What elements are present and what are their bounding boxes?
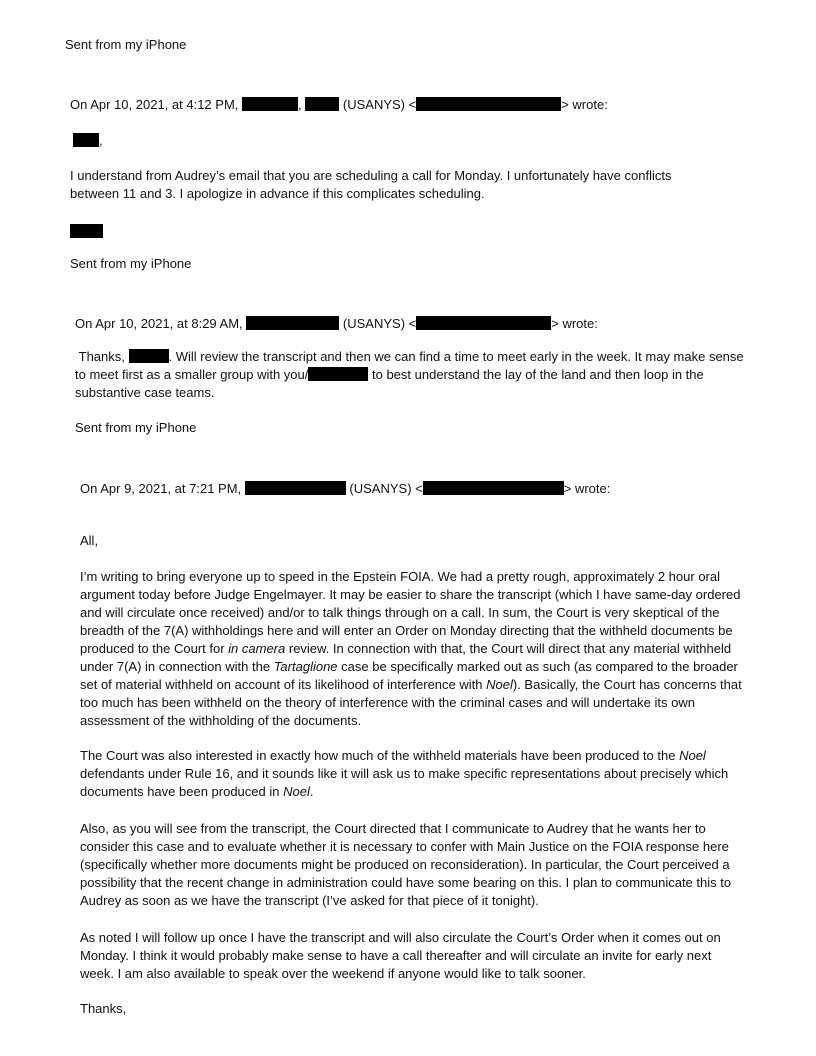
- header-separator: ,: [298, 97, 302, 112]
- email-body-paragraph: I understand from Audrey’s email that you are scheduling a call for Monday. I unfortunately have conflicts between 11 and 3. I apologize in advance if this complicates scheduling.: [70, 168, 672, 201]
- redaction-box: [305, 97, 339, 111]
- body-text: . Will review the transcript and then we can find a time to meet early in the week. It may make sense to meet first as a smaller group with you/: [75, 349, 744, 382]
- header-suffix: > wrote:: [551, 316, 598, 331]
- redaction-box: [423, 481, 564, 495]
- redaction-box: [416, 97, 561, 111]
- redaction-box: [416, 316, 551, 330]
- email-header-line: [80, 480, 610, 498]
- body-text: ). Basically, the Court has concerns that too much has been withheld on the theory of interference with the criminal cases and will undertake its own assessment of the withholding of the documents.: [80, 677, 742, 728]
- sent-from-line: Sent from my iPhone: [65, 37, 187, 52]
- redaction-box: [70, 224, 103, 238]
- greeting-punct: ,: [99, 133, 103, 148]
- body-italic-text: Noel: [283, 784, 310, 799]
- closing-line: Thanks,: [80, 1001, 127, 1016]
- redaction-box: [245, 481, 346, 495]
- body-italic-text: in camera: [228, 641, 286, 656]
- sent-from-line: Sent from my iPhone: [70, 256, 192, 271]
- header-suffix: > wrote:: [561, 97, 608, 112]
- redaction-box: [73, 133, 99, 147]
- body-text: review. In connection with that, the Court will direct that any material withheld under 7(A) in connection with the: [80, 641, 732, 674]
- email-body-paragraph: [80, 747, 745, 801]
- greeting-line: [73, 132, 103, 150]
- body-text: defendants under Rule 16, and it sounds like it will ask us to make specific representations about precisely which documents have been produced in: [80, 766, 729, 799]
- email-header-line: [70, 96, 608, 114]
- body-italic-text: Tartaglione: [273, 659, 338, 674]
- body-text: Thanks,: [78, 349, 125, 364]
- redaction-box: [242, 97, 298, 111]
- body-text: case be specifically marked out as such (as compared to the broader set of material withheld on account of its likelihood of interference with: [80, 659, 738, 692]
- email-body-paragraph: As noted I will follow up once I have the transcript and will also circulate the Court’s Order when it comes out on Monday. I think it would probably make sense to have a call thereafter and will circulate an invite for early next week. I am also available to speak over the weekend if anyone would like to talk sooner.: [80, 930, 721, 981]
- body-text: I’m writing to bring everyone up to speed in the Epstein FOIA. We had a pretty rough, approximately 2 hour oral argument today before Judge Engelmayer. It may be easier to share the transcript (which I have same-day ordered and will circulate once received) and/or to talk things through on a call. In sum, the Court is very skeptical of the breadth of the 7(A) withholdings here and will enter an Order on Monday directing that the withheld documents be produced to the Court for: [80, 569, 741, 656]
- redaction-box: [129, 349, 169, 363]
- body-text: The Court was also interested in exactly how much of the withheld materials have been produced to the: [80, 748, 676, 763]
- header-prefix: On Apr 10, 2021, at 8:29 AM,: [75, 316, 243, 331]
- email-body-paragraph: [80, 568, 745, 730]
- header-prefix: On Apr 10, 2021, at 4:12 PM,: [70, 97, 239, 112]
- header-org: (USANYS) <: [349, 481, 423, 496]
- email-body-paragraph: Also, as you will see from the transcript, the Court directed that I communicate to Audrey that he wants her to consider this case and to evaluate whether it is necessary to confer with Main Justice on the FOIA response here (specifically whether more documents might be produced on reconsideration). In particular, the Court perceived a possibility that the recent change in administration could have some bearing on this. I plan to communicate this to Audrey as soon as we have the transcript (I’ve asked for that piece of it tonight).: [80, 821, 732, 908]
- header-org: (USANYS) <: [342, 97, 417, 112]
- header-org: (USANYS) <: [342, 316, 417, 331]
- email-body-paragraph: [75, 348, 750, 402]
- signature-redacted: [70, 223, 103, 241]
- redaction-box: [246, 316, 339, 330]
- body-text: .: [309, 784, 314, 799]
- sent-from-line: Sent from my iPhone: [75, 420, 197, 435]
- body-text: to best understand the lay of the land and then loop in the substantive case teams.: [75, 367, 704, 400]
- body-italic-text: Noel: [486, 677, 513, 692]
- greeting-line: All,: [80, 533, 99, 548]
- header-suffix: > wrote:: [563, 481, 611, 496]
- header-prefix: On Apr 9, 2021, at 7:21 PM,: [80, 481, 242, 496]
- redaction-box: [308, 367, 368, 381]
- email-header-line: [75, 315, 598, 333]
- body-italic-text: Noel: [679, 748, 706, 763]
